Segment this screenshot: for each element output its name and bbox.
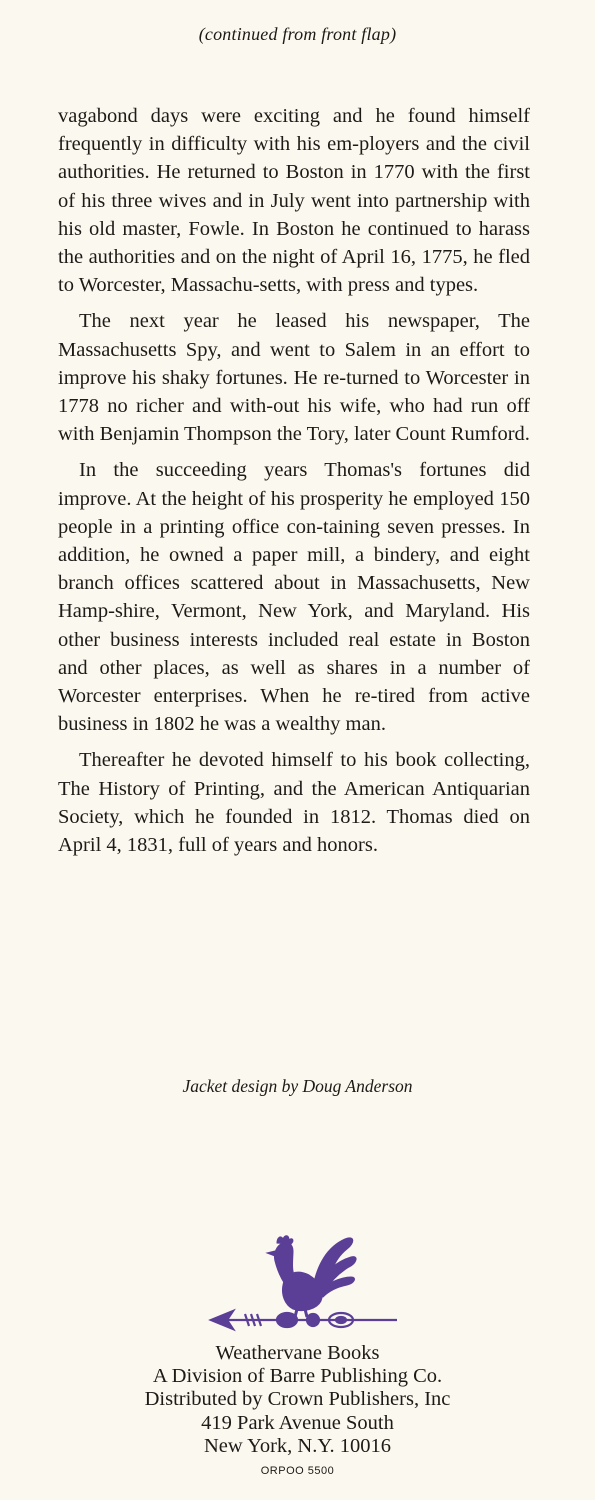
continued-note: (continued from front flap) <box>198 24 397 44</box>
weathervane-rooster-icon <box>205 1225 405 1335</box>
flap-body-text <box>58 102 530 867</box>
publisher-city: New York, N.Y. 10016 <box>204 1434 391 1457</box>
publisher-block <box>0 1342 595 1458</box>
jacket-design-credit: Jacket design by Doug Anderson <box>182 1076 413 1096</box>
paragraph-2: The next year he leased his newspaper, The Massachusetts Spy, and went to Salem in an effort to improve his shaky fortunes. He re-turned to Worcester in 1778 no richer and with-out his wife, who had run off with Benjamin Thompson the Tory, later Count Rumford. <box>58 310 530 446</box>
publisher-name: Weathervane Books <box>215 1342 380 1364</box>
publisher-distributor: Distributed by Crown Publishers, Inc <box>144 1388 451 1411</box>
book-code: ORPOO 5500 <box>260 1465 335 1477</box>
publisher-division: A Division of Barre Publishing Co. <box>152 1365 443 1388</box>
paragraph-1: vagabond days were exciting and he found himself frequently in difficulty with his em-ployers and the civil authorities. He returned to Boston in 1770 with the first of his three wives and in July went into partnership with his old master, Fowle. In Boston he continued to harass the authorities and on the night of April 16, 1775, he fled to Worcester, Massachu-setts, with press and types. <box>58 105 530 297</box>
paragraph-3: In the succeeding years Thomas's fortunes did improve. At the height of his prosperity he employed 150 people in a printing office con-taining seven presses. In addition, he owned a paper mill, a bindery, and eight branch offices scattered about in Massachusetts, New Hamp-shire, Vermont, New York, and Maryland. His other business interests included real estate in Boston and other places, as well as shares in a number of Worcester enterprises. When he re-tired from active business in 1802 he was a wealthy man. <box>58 459 530 736</box>
publisher-street: 419 Park Avenue South <box>201 1411 394 1434</box>
paragraph-4: Thereafter he devoted himself to his book collecting, The History of Printing, and the American Antiquarian Society, which he founded in 1812. Thomas died on April 4, 1831, full of years and honors. <box>58 749 530 857</box>
